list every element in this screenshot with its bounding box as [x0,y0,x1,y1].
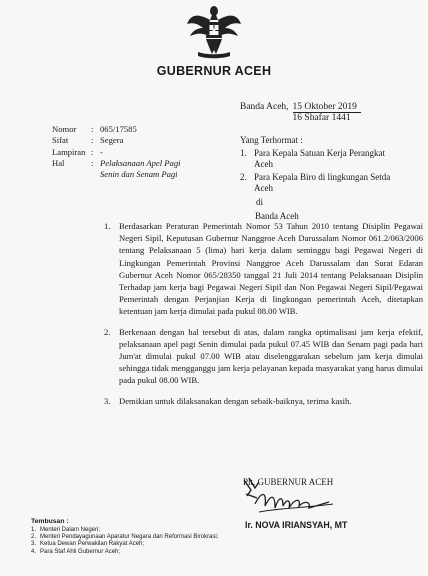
meta-row-lampiran: Lampiran : - [52,147,210,158]
list-item-number: 4. [31,548,37,555]
list-item-text: Ketua Dewan Perwakilan Rakyat Aceh; [40,541,145,548]
list-item-number: 3. [31,541,37,548]
recipient-di: di [256,197,264,207]
paragraph-number: 2. [104,326,111,337]
list-item [31,534,231,541]
body-paragraph [104,220,426,318]
list-item-text: Para Kepala Biro di lingkungan Setda Aceh [254,171,391,194]
meta-value: - [100,146,103,157]
letter-title: GUBERNUR ACEH [156,64,272,78]
body-paragraph [104,395,426,407]
letter-meta [52,124,210,180]
meta-value: Pelaksanaan Apel Pagi Senin dan Senam Pagi [100,157,181,180]
recipients [240,135,394,195]
list-item-text: Menteri Dalam Negeri; [40,527,101,533]
list-item [31,527,231,534]
date-place: Banda Aceh, [240,102,289,112]
signature-title: Plt. GUBERNUR ACEH [243,477,334,487]
paragraph-text: Berkenaan dengan hal tersebut di atas, dalam rangka optimalisasi jam kerja efektif, pelaksanaan apel pagi Senin dimulai pada pukul 07.45 WIB dan Senam pagi pada hari Jum'at dimulai pukul 07.00 WIB atau diselenggarakan sebelum jam kerja dimulai sehingga tidak mengganggu jam kerja pelayanan kepada masyarakat yang harus dimulai pada pukul 08.00 WIB. [119,326,423,386]
list-item-number: 1. [240,147,247,158]
recipient-greeting: Yang Terhormat : [240,135,303,145]
list-item [240,148,394,171]
meta-label: Sifat [52,135,69,146]
list-item-number: 1. [31,527,37,533]
body-paragraph [104,326,426,387]
meta-label: Hal [52,157,65,168]
signer-name: Ir. NOVA IRIANSYAH, MT [245,520,348,530]
list-item-text: Para Staf Ahli Gubernur Aceh; [40,548,121,555]
meta-row-hal: Hal : Pelaksanaan Apel Pagi Senin dan Senam Pagi [52,158,210,181]
handwritten-signature-icon [249,484,335,518]
list-item-number: 2. [31,534,37,541]
paragraph-number: 1. [104,221,111,231]
list-item-text: Para Kepala Satuan Kerja Perangkat Aceh [254,147,385,170]
meta-value: Segera [100,135,124,146]
meta-label: Lampiran [52,146,86,157]
tembusan-list [31,527,231,556]
date-block [240,102,361,123]
tembusan-title: Tembusan : [31,518,69,525]
paragraph-text: Berdasarkan Peraturan Pemerintah Nomor 53 Tahun 2010 tentang Disiplin Pegawai Negeri Sipil, Keputusan Gubernur Nanggroe Aceh Darussalam Nomor 061.2/063/2006 tentang Pelaksanaan 5 (lima) hari kerja dalam seminggu bagi Pegawai Negeri di Lingkungan Pemerintah Provinsi Nanggroe Aceh Darussalam dan Surat Edaran Gubernur Aceh Nomor 065/28350 tanggal 21 Juli 2014 tentang Pelaksanaan Disiplin Terhadap jam kerja bagi Pegawai Negeri Sipil dan Non Pegawai Negeri Sipil/Pegawai Pemerintah dengan Perjanjian Kerja di lingkungan pemerintah Aceh, ditetapkan ketentuan jam kerja dimulai pada pukul 08.00 WIB. [119,221,423,317]
date-hijri: 16 Shafar 1441 [292,113,351,123]
list-item [31,541,231,548]
meta-row-sifat: Sifat : Segera [52,135,210,146]
paragraph-text: Demikian untuk dilaksanakan dengan sebaik-baiknya, terima kasih. [119,395,352,406]
letter-body [104,220,426,415]
list-item [31,549,231,556]
meta-value: 065/17585 [100,124,137,134]
date-gregorian: 15 Oktober 2019 [293,102,361,113]
recipient-city: Banda Aceh [255,211,299,221]
meta-row-nomor: Nomor : 065/17585 [52,124,210,135]
list-item [240,172,394,195]
list-item-number: 2. [240,171,247,182]
meta-label: Nomor [52,124,77,134]
paragraph-number: 3. [104,395,111,406]
list-item-text: Menteri Pendayagunaan Aparatur Negara dan Reformasi Birokrasi; [40,534,219,541]
garuda-emblem-icon [186,2,242,60]
